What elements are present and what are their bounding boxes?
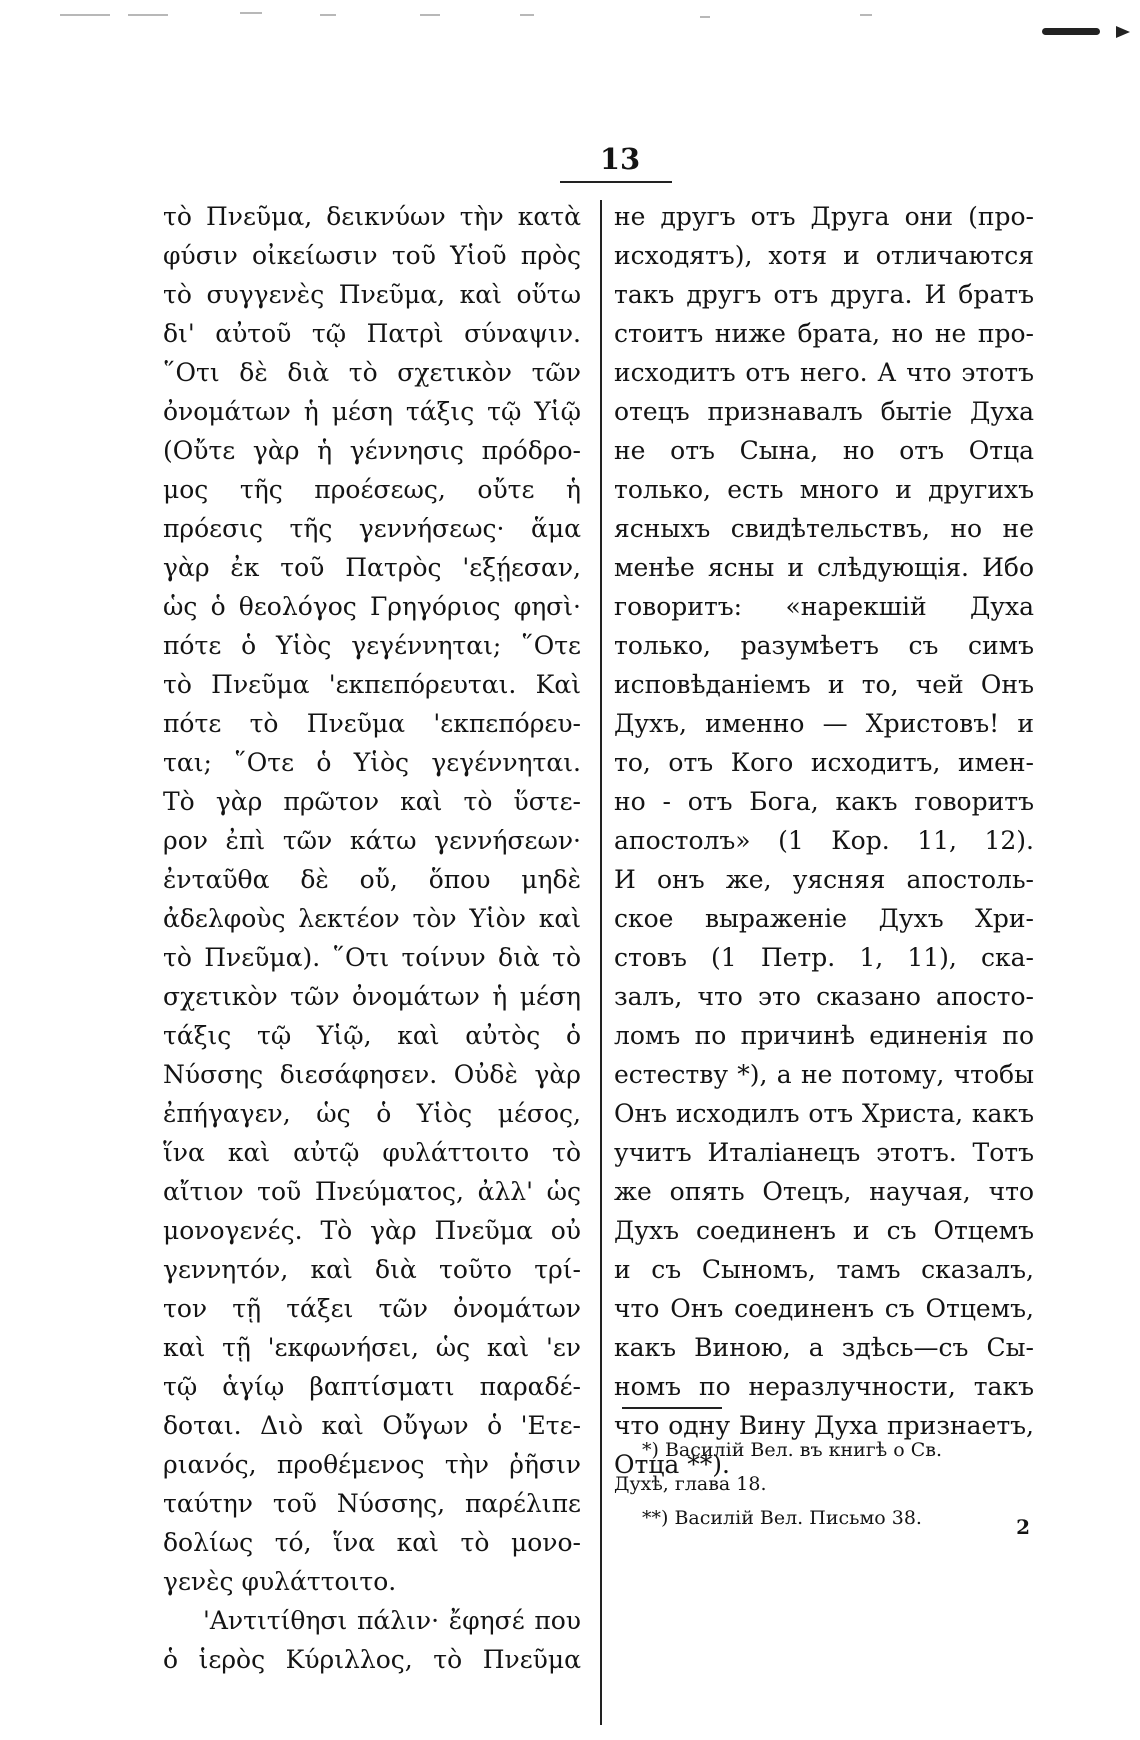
greek-line: ρον ἐπὶ τῶν κάτω γεννήσεων·: [163, 826, 581, 855]
column-divider: [600, 200, 602, 1725]
russian-line: стовъ (1 Петр. 1, 11), ска-: [614, 943, 1034, 972]
russian-line: только, есть много и другихъ: [614, 475, 1034, 504]
russian-line: что одну Вину Духа признаетъ,: [614, 1411, 1034, 1440]
greek-line: μονογενές. Τὸ γὰρ Πνεῦμα οὐ: [163, 1216, 581, 1245]
greek-line: δολίως τό, ἵνα καὶ τὸ μονο-: [163, 1528, 581, 1557]
russian-line: не отъ Сына, но отъ Отца: [614, 436, 1034, 465]
russian-line: естеству *), а не потому, чтобы: [614, 1060, 1034, 1089]
signature-mark: 2: [1016, 1515, 1030, 1539]
greek-line: τον τῇ τάξει τῶν ὀνομάτων: [163, 1294, 581, 1323]
russian-line: ясныхъ свидѣтельствъ, но не: [614, 514, 1034, 543]
greek-line: γενὲς φυλάττοιτο.: [163, 1567, 397, 1596]
russian-line: только, разумѣетъ съ симъ: [614, 631, 1034, 660]
greek-line: 'Αντιτίθησι πάλιν· ἔφησέ που: [203, 1606, 581, 1635]
greek-line: ὡς ὁ θεολόγος Γρηγόριος φησὶ·: [163, 592, 581, 621]
russian-line: исходитъ отъ него. А что этотъ: [614, 358, 1034, 387]
russian-line: учитъ Италіанецъ этотъ. Тотъ: [614, 1138, 1034, 1167]
russian-line: Духъ соединенъ и съ Отцемъ: [614, 1216, 1034, 1245]
greek-line: γὰρ ἐκ τοῦ Πατρὸς 'εξῄεσαν,: [163, 553, 581, 582]
russian-line: апостолъ» (1 Кор. 11, 12).: [614, 826, 1034, 855]
greek-line: ἵνα καὶ αὐτῷ φυλάττοιτο τὸ: [163, 1138, 581, 1167]
greek-line: τὸ Πνεῦμα). ῞Οτι τοίνυν διὰ τὸ: [163, 943, 581, 972]
greek-line: ἀδελφοὺς λεκτέον τὸν Υἱὸν καὶ: [163, 904, 581, 933]
russian-line: менѣе ясны и слѣдующія. Ибо: [614, 553, 1034, 582]
greek-line: τὸ Πνεῦμα, δεικνύων τὴν κατὰ: [163, 202, 581, 231]
russian-line: исходятъ), хотя и отличаются: [614, 241, 1034, 270]
russian-line: говоритъ: «нарекшій Духа: [614, 592, 1034, 621]
russian-line: то, отъ Кого исходитъ, имен-: [614, 748, 1034, 777]
russian-line: что Онъ соединенъ съ Отцемъ,: [614, 1294, 1034, 1323]
greek-line: πότε τὸ Πνεῦμα 'εκπεπόρευ-: [163, 709, 581, 738]
russian-line: номъ по неразлучности, такъ: [614, 1372, 1034, 1401]
greek-line: ταύτην τοῦ Νύσσης, παρέλιπε: [163, 1489, 581, 1518]
russian-line: исповѣданіемъ и то, чей Онъ: [614, 670, 1034, 699]
greek-line: ἐπήγαγεν, ὡς ὁ Υἱὸς μέσος,: [163, 1099, 581, 1128]
greek-line: ὁ ἱερὸς Κύριλλος, τὸ Πνεῦμα: [163, 1645, 581, 1674]
greek-line: γεννητόν, καὶ διὰ τοῦτο τρί-: [163, 1255, 581, 1284]
header-rule: [560, 181, 672, 183]
greek-line: (Οὔτε γὰρ ἡ γέννησις πρόδρο-: [163, 436, 581, 465]
greek-line: ἐνταῦθα δὲ οὔ, ὅπου μηδὲ: [163, 865, 581, 894]
russian-line: ское выраженіе Духъ Хри-: [614, 904, 1034, 933]
page-number: 13: [599, 142, 641, 176]
greek-line: αἴτιον τοῦ Πνεύματος, ἀλλ' ὡς: [163, 1177, 581, 1206]
russian-line: но - отъ Бога, какъ говоритъ: [614, 787, 1034, 816]
footnote-line: *) Василій Вел. въ книгѣ о Св.: [642, 1439, 942, 1461]
footnote-rule: [622, 1407, 722, 1409]
greek-column: [163, 197, 581, 1679]
russian-line: И онъ же, уясняя апостоль-: [614, 865, 1034, 894]
greek-line: τὸ συγγενὲς Πνεῦμα, καὶ οὕτω: [163, 280, 581, 309]
russian-line: залъ, что это сказано апосто-: [614, 982, 1034, 1011]
greek-line: τῷ ἁγίῳ βαπτίσματι παραδέ-: [163, 1372, 581, 1401]
russian-line: такъ другъ отъ друга. И братъ: [614, 280, 1034, 309]
greek-line: Τὸ γὰρ πρῶτον καὶ τὸ ὕστε-: [163, 787, 581, 816]
scan-edge-marks: [0, 0, 1140, 40]
greek-line: Νύσσης διεσάφησεν. Οὐδὲ γὰρ: [163, 1060, 581, 1089]
greek-line: τὸ Πνεῦμα 'εκπεπόρευται. Καὶ: [163, 670, 581, 699]
russian-line: Духъ, именно — Христовъ! и: [614, 709, 1034, 738]
russian-column: [614, 197, 1034, 1484]
footnote-line: Духѣ, глава 18.: [614, 1473, 767, 1495]
russian-line: не другъ отъ Друга они (про-: [614, 202, 1034, 231]
scan-ink-mark: [1042, 28, 1100, 35]
greek-line: καὶ τῇ 'εκφωνήσει, ὡς καὶ 'εν: [163, 1333, 581, 1362]
russian-line: ломъ по причинѣ единенія по: [614, 1021, 1034, 1050]
footnote-line: **) Василій Вел. Письмо 38.: [642, 1507, 922, 1529]
greek-line: σχετικὸν τῶν ὀνομάτων ἡ μέση: [163, 982, 581, 1011]
russian-line: и съ Сыномъ, тамъ сказалъ,: [614, 1255, 1034, 1284]
greek-line: τάξις τῷ Υἱῷ, καὶ αὐτὸς ὁ: [163, 1021, 581, 1050]
greek-line: πρόεσις τῆς γεννήσεως· ἅμα: [163, 514, 581, 543]
greek-line: δοται. Διὸ καὶ Οὔγων ὁ 'Ετε-: [163, 1411, 581, 1440]
greek-line: ὀνομάτων ἡ μέση τάξις τῷ Υἱῷ: [163, 397, 581, 426]
russian-line: же опять Отецъ, научая, что: [614, 1177, 1034, 1206]
russian-line: Онъ исходилъ отъ Христа, какъ: [614, 1099, 1034, 1128]
russian-line: стоитъ ниже брата, но не про-: [614, 319, 1034, 348]
arrow-mark-icon: [1116, 26, 1130, 38]
greek-line: ῞Οτι δὲ διὰ τὸ σχετικὸν τῶν: [163, 358, 581, 387]
russian-line: отецъ признавалъ бытіе Духа: [614, 397, 1034, 426]
russian-line: Отца **).: [614, 1450, 730, 1479]
greek-line: δι' αὐτοῦ τῷ Πατρὶ σύναψιν.: [163, 319, 581, 348]
greek-line: ριανός, προθέμενος τὴν ῥῆσιν: [163, 1450, 581, 1479]
greek-line: φύσιν οἰκείωσιν τοῦ Υἱοῦ πρὸς: [163, 241, 581, 270]
greek-line: ται; ῞Οτε ὁ Υἱὸς γεγέννηται.: [163, 748, 581, 777]
greek-line: μος τῆς προέσεως, οὔτε ἡ: [163, 475, 581, 504]
greek-line: πότε ὁ Υἱὸς γεγέννηται; ῞Οτε: [163, 631, 581, 660]
russian-line: какъ Виною, а здѣсь—съ Сы-: [614, 1333, 1034, 1362]
